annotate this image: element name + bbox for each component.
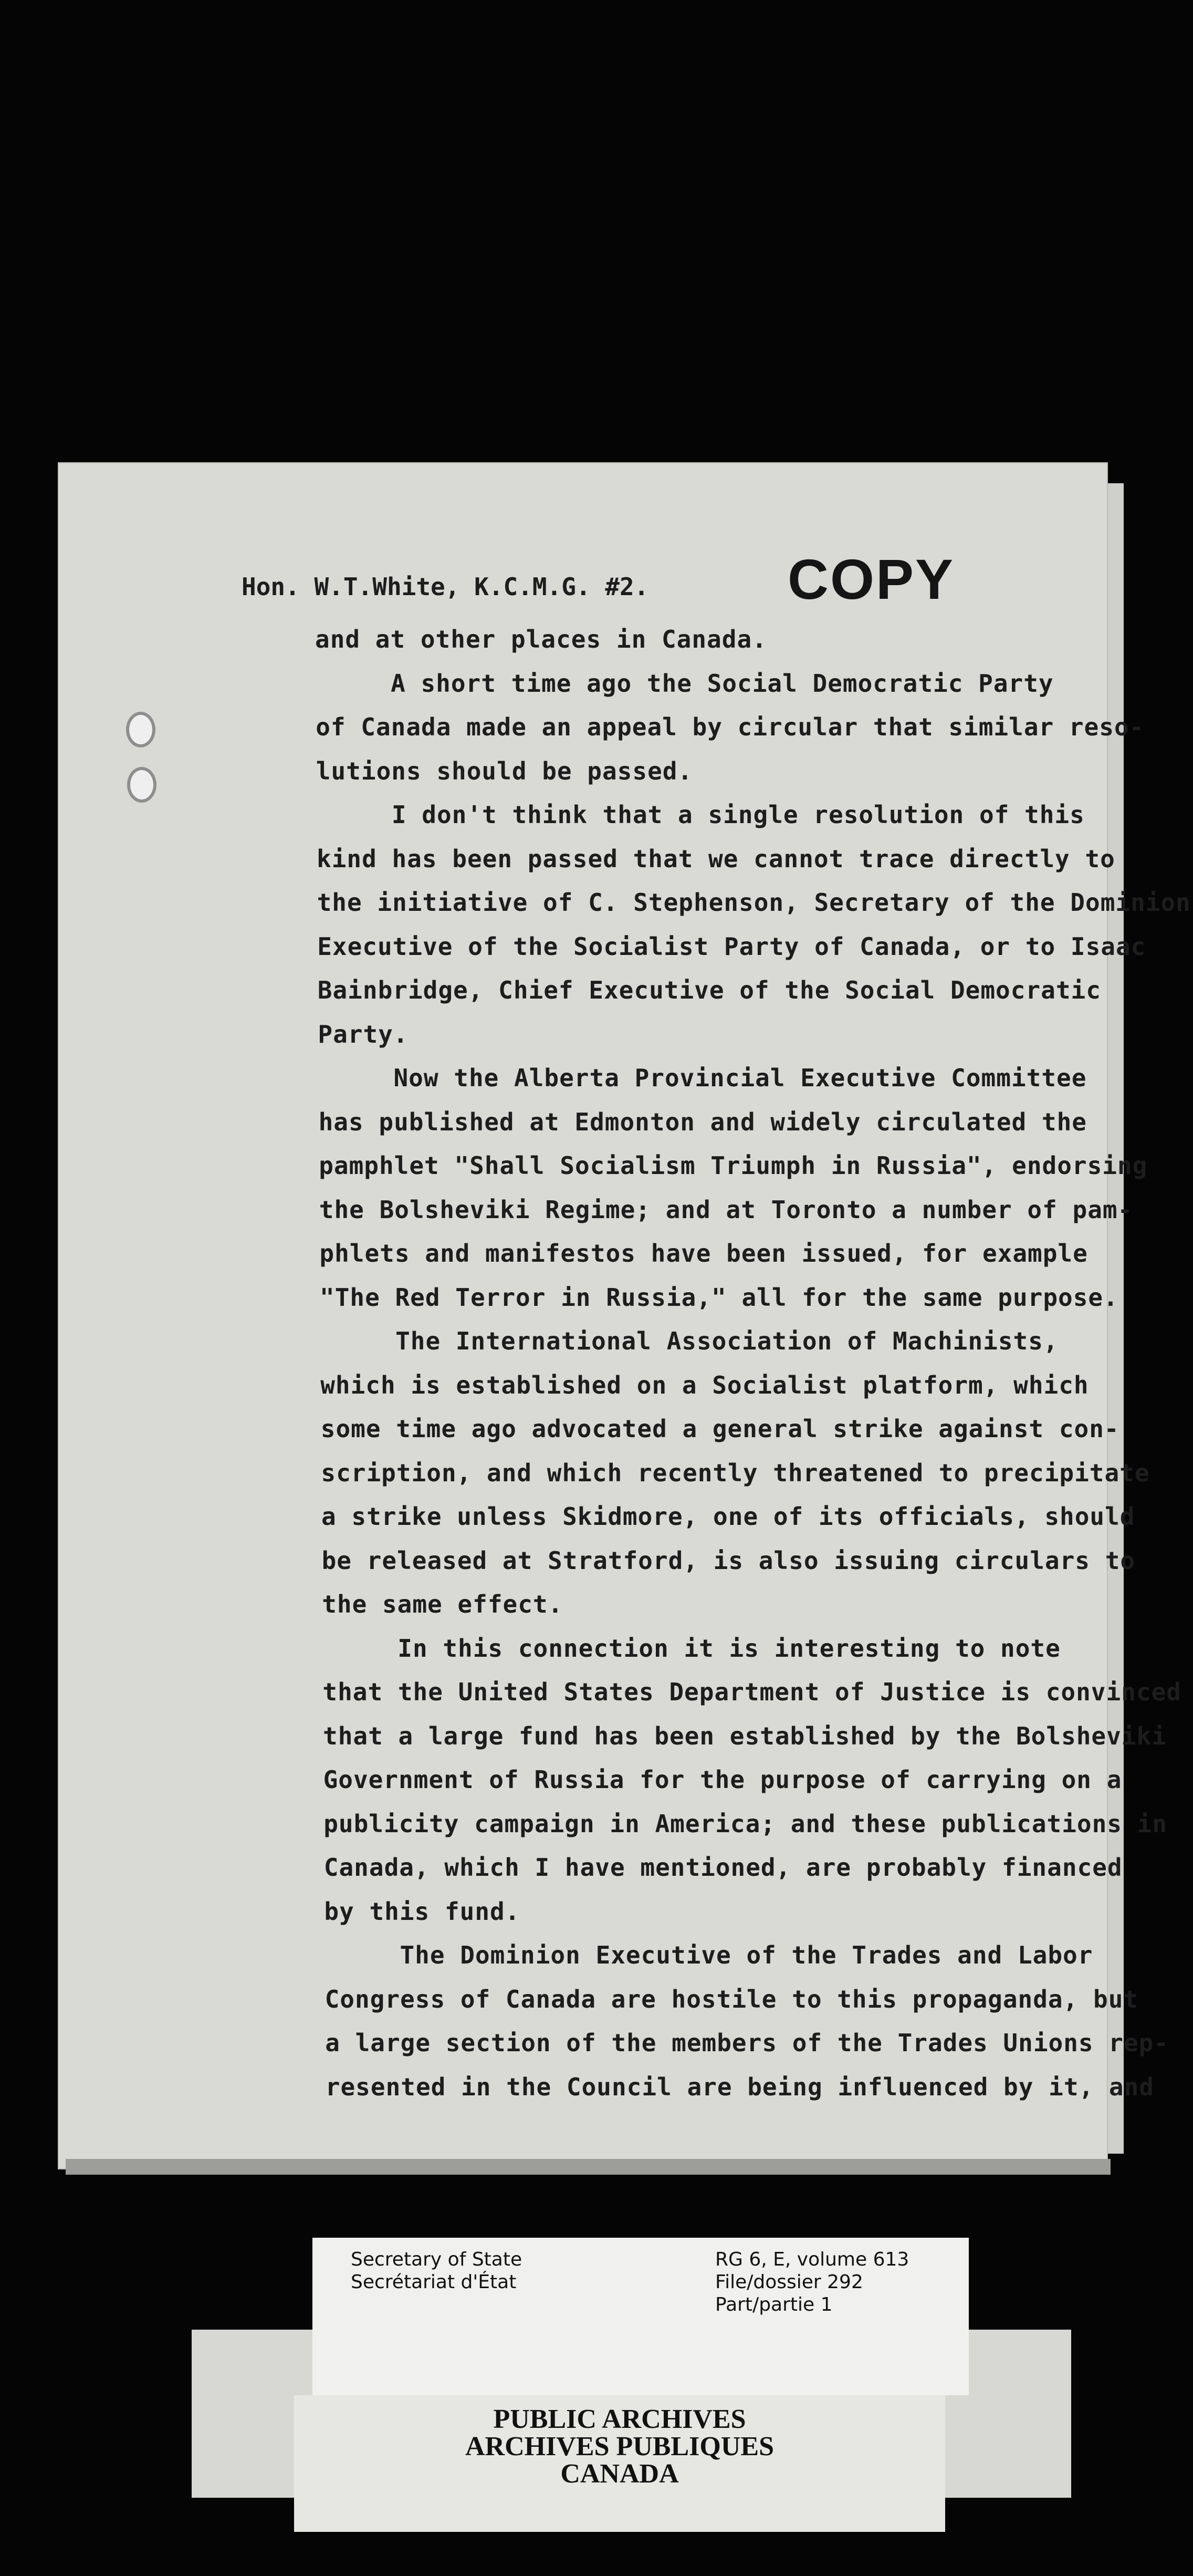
body-line: The Dominion Executive of the Trades and Labor	[325, 1941, 1093, 1969]
part-number: Part/partie 1	[715, 2294, 833, 2315]
body-line: Government of Russia for the purpose of carrying on a	[323, 1765, 1122, 1794]
body-line: publicity campaign in America; and these publications in	[323, 1809, 1168, 1838]
body-line: which is established on a Socialist platform, which	[320, 1370, 1089, 1399]
body-line: the same effect.	[322, 1590, 563, 1618]
body-line: Executive of the Socialist Party of Canada, or to Isaac	[317, 932, 1146, 961]
body-line: be released at Stratford, is also issuing circulars to	[321, 1546, 1136, 1575]
body-line: Canada, which I have mentioned, are probably financed	[323, 1853, 1123, 1882]
body-line: phlets and manifestos have been issued, for example	[319, 1239, 1088, 1268]
archives-stamp-line: ARCHIVES PUBLIQUES	[465, 2432, 775, 2461]
body-line: Bainbridge, Chief Executive of the Social Democratic	[317, 976, 1101, 1004]
body-line: A short time ago the Social Democratic Party	[315, 669, 1054, 698]
file-number: File/dossier 292	[715, 2271, 863, 2293]
archives-stamp-line: PUBLIC ARCHIVES	[493, 2404, 746, 2434]
body-line: Party.	[318, 1020, 409, 1048]
page-bottom-edge	[66, 2159, 1111, 2175]
body-line: has published at Edmonton and widely circulated the	[318, 1107, 1087, 1136]
record-group: RG 6, E, volume 613	[715, 2249, 909, 2270]
body-line: pamphlet "Shall Socialism Triumph in Russia", endorsing	[319, 1151, 1148, 1180]
body-line: a strike unless Skidmore, one of its officials, should	[321, 1502, 1135, 1531]
body-line: a large section of the members of the Trades Unions rep-	[325, 2029, 1169, 2057]
punch-hole-icon	[127, 767, 156, 803]
letter-header: Hon. W.T.White, K.C.M.G. #2.	[242, 573, 649, 601]
archives-stamp	[294, 2406, 945, 2488]
archives-stamp-line: CANADA	[560, 2459, 679, 2489]
body-line: the initiative of C. Stephenson, Secretary of the Dominion	[317, 888, 1191, 917]
body-line: and at other places in Canada.	[315, 625, 767, 653]
body-line: I don't think that a single resolution of this	[316, 801, 1085, 829]
body-line: lutions should be passed.	[316, 756, 693, 785]
body-line: some time ago advocated a general strike against con-	[320, 1415, 1119, 1443]
body-line: kind has been passed that we cannot trace directly to	[317, 844, 1115, 873]
body-line: Now the Alberta Provincial Executive Committee	[318, 1064, 1087, 1092]
body-line: by this fund.	[324, 1897, 520, 1926]
body-line: that a large fund has been established by the Bolsheviki	[323, 1721, 1167, 1750]
fonds-name-fr: Secrétariat d'État	[351, 2271, 517, 2293]
body-line: scription, and which recently threatened to precipitate	[321, 1458, 1150, 1487]
punch-hole-icon	[126, 712, 155, 747]
body-line: Congress of Canada are hostile to this propaganda, but	[325, 1985, 1139, 2013]
body-line: of Canada made an appeal by circular that similar reso-	[316, 713, 1145, 741]
body-line: resented in the Council are being influenced by it, and	[325, 2072, 1154, 2101]
copy-stamp: COPY	[788, 547, 955, 611]
body-line: "The Red Terror in Russia," all for the same purpose.	[320, 1283, 1118, 1312]
fonds-name-en: Secretary of State	[351, 2249, 522, 2270]
body-line: The International Association of Machinists,	[320, 1327, 1059, 1355]
body-line: that the United States Department of Justice is convinced	[322, 1678, 1181, 1706]
body-line: In this connection it is interesting to note	[322, 1634, 1061, 1663]
body-line: the Bolsheviki Regime; and at Toronto a number of pam-	[319, 1195, 1133, 1224]
